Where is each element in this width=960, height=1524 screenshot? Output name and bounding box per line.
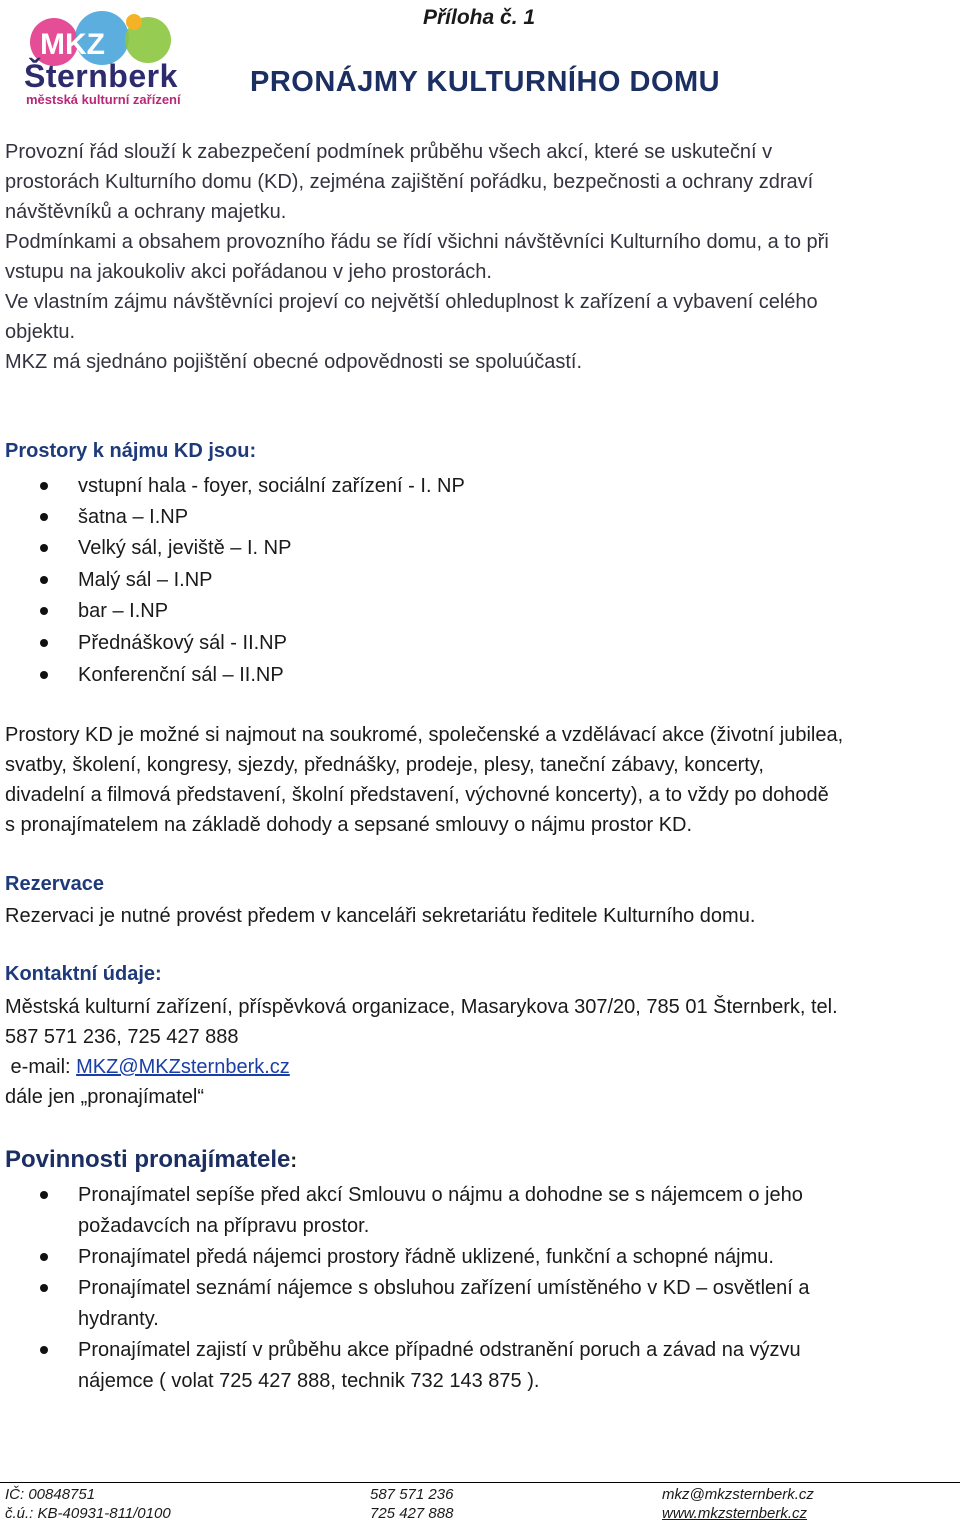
intro-line: prostorách Kulturního domu (KD), zejména zajištění pořádku, bezpečnosti a ochrany zdraví: [5, 171, 814, 193]
duty-item: [78, 1242, 774, 1273]
footer-web-link[interactable]: www.mkzsternberk.cz: [662, 1505, 808, 1522]
bullet-icon: [40, 1346, 48, 1354]
intro-line: Ve vlastním zájmu návštěvníci projeví co největší ohleduplnost k zařízení a vybavení celého: [5, 291, 818, 313]
intro-line: objektu.: [5, 321, 76, 343]
bullet-icon: [40, 576, 48, 584]
contact-phones: 587 571 236, 725 427 888: [5, 1026, 239, 1048]
contact-heading: Kontaktní údaje:: [5, 963, 162, 985]
duties-heading-colon: :: [290, 1150, 298, 1172]
intro-text: [5, 137, 950, 377]
logo-name: Šternberk: [24, 58, 178, 94]
contact-block: [5, 992, 950, 1112]
intro-line: Podmínkami a obsahem provozního řádu se řídí všichni návštěvníci Kulturního domu, a to při: [5, 231, 829, 253]
space-item: šatna – I.NP: [78, 506, 189, 528]
usage-line: s pronajímatelem na základě dohody a sepsané smlouvy o nájmu prostor KD.: [5, 814, 693, 836]
bullet-icon: [40, 639, 48, 647]
duty-line: Pronajímatel sepíše před akcí Smlouvu o nájmu a dohodne se s nájemcem o jeho: [78, 1184, 803, 1206]
usage-line: svatby, školení, kongresy, sjezdy, přednášky, prodeje, plesy, taneční zábavy, koncerty,: [5, 754, 764, 776]
bullet-icon: [40, 607, 48, 615]
bullet-icon: [40, 544, 48, 552]
bullet-icon: [40, 671, 48, 679]
duty-line: požadavcích na přípravu prostor.: [78, 1215, 370, 1237]
page-title: PRONÁJMY KULTURNÍHO DOMU: [250, 66, 721, 98]
duties-heading: [5, 1146, 297, 1174]
intro-line: Provozní řád slouží k zabezpečení podmínek průběhu všech akcí, které se uskuteční v: [5, 141, 773, 163]
footer-phone-2: 725 427 888: [370, 1505, 454, 1522]
intro-line: návštěvníků a ochrany majetku.: [5, 201, 287, 223]
footer-account: č.ú.: KB-40931-811/0100: [5, 1505, 171, 1522]
bullet-icon: [40, 482, 48, 490]
landlord-note: dále jen „pronajímatel“: [5, 1086, 204, 1108]
duty-item: [78, 1180, 803, 1242]
duty-line: Pronajímatel zajistí v průběhu akce případné odstranění poruch a závad na výzvu: [78, 1339, 801, 1361]
attachment-label: Příloha č. 1: [423, 6, 536, 29]
spaces-heading: Prostory k nájmu KD jsou:: [5, 440, 257, 462]
duty-line: Pronajímatel seznámí nájemce s obsluhou zařízení umístěného v KD – osvětlení a: [78, 1277, 810, 1299]
footer-ico: IČ: 00848751: [5, 1486, 96, 1503]
space-item: Velký sál, jeviště – I. NP: [78, 537, 292, 559]
footer-divider: [0, 1482, 960, 1483]
duty-line: hydranty.: [78, 1308, 159, 1330]
bullet-icon: [40, 1253, 48, 1261]
contact-email-row: [5, 1052, 950, 1082]
usage-text: [5, 720, 950, 840]
email-label: e-mail:: [5, 1056, 77, 1078]
duty-line: nájemce ( volat 725 427 888, technik 732 143 875 ).: [78, 1370, 540, 1392]
bullet-icon: [40, 513, 48, 521]
bullet-icon: [40, 1191, 48, 1199]
duty-item: [78, 1273, 810, 1335]
contact-address: Městská kulturní zařízení, příspěvková organizace, Masarykova 307/20, 785 01 Šternberk, tel.: [5, 996, 838, 1018]
usage-line: Prostory KD je možné si najmout na soukromé, společenské a vzdělávací akce (životní jubilea,: [5, 724, 844, 746]
duty-line: Pronajímatel předá nájemci prostory řádně uklizené, funkční a schopné nájmu.: [78, 1246, 774, 1268]
footer-phone-1: 587 571 236: [370, 1486, 454, 1503]
logo-subtitle: městská kulturní zařízení: [26, 92, 181, 107]
duties-heading-text: Povinnosti pronajímatele: [5, 1146, 291, 1173]
reservation-heading: Rezervace: [5, 873, 104, 895]
reservation-text: Rezervaci je nutné provést předem v kanceláři sekretariátu ředitele Kulturního domu.: [5, 905, 756, 927]
space-item: Přednáškový sál - II.NP: [78, 632, 287, 654]
space-item: bar – I.NP: [78, 600, 169, 622]
usage-line: divadelní a filmová představení, školní představení, výchovné koncerty), a to vždy po dohodě: [5, 784, 829, 806]
space-item: Malý sál – I.NP: [78, 569, 213, 591]
footer-email: mkz@mkzsternberk.cz: [662, 1486, 814, 1503]
space-item: vstupní hala - foyer, sociální zařízení - I. NP: [78, 475, 465, 497]
logo-mkz-text: MKZ: [40, 28, 105, 61]
intro-line: vstupu na jakoukoliv akci pořádanou v jeho prostorách.: [5, 261, 492, 283]
bullet-icon: [40, 1284, 48, 1292]
space-item: Konferenční sál – II.NP: [78, 664, 284, 686]
intro-line: MKZ má sjednáno pojištění obecné odpovědnosti se spoluúčastí.: [5, 351, 583, 373]
email-link[interactable]: MKZ@MKZsternberk.cz: [76, 1056, 290, 1078]
duty-item: [78, 1335, 801, 1397]
